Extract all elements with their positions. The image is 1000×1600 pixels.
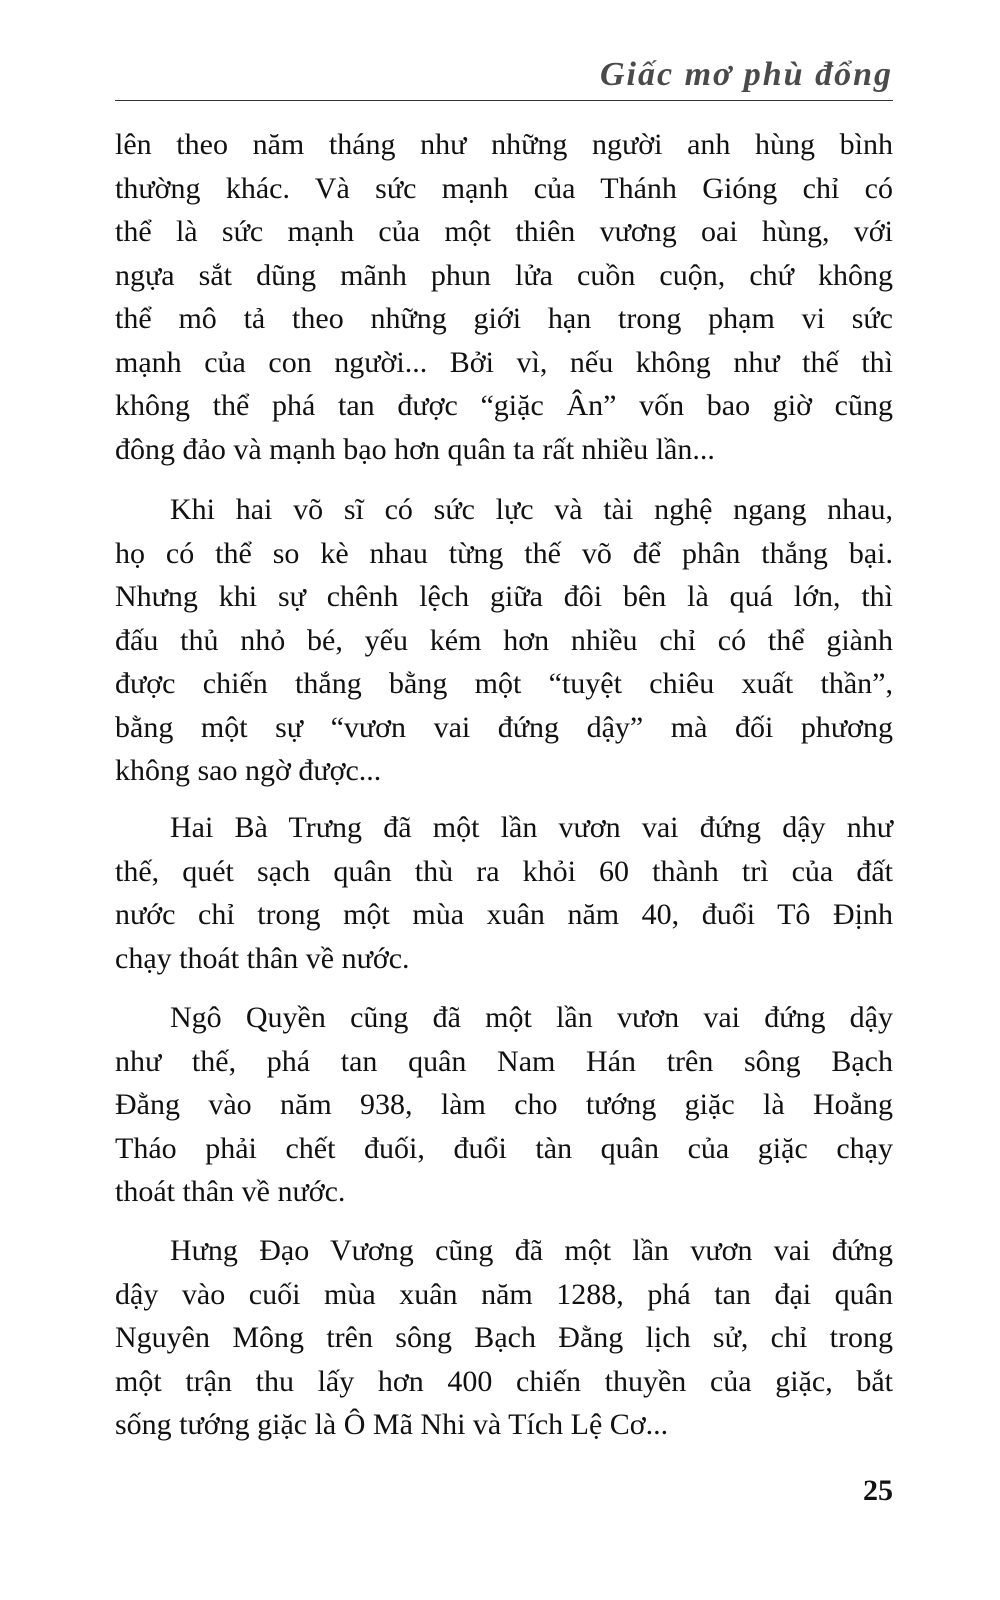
text-line: mạnh của con người... Bởi vì, nếu không như thế thì [115,345,893,379]
text-line: Ngô Quyền cũng đã một lần vươn vai đứng dậy [170,1001,893,1034]
text-line: Đằng vào năm 938, làm cho tướng giặc là Hoằng [115,1088,893,1121]
text-line: Nhưng khi sự chênh lệch giữa đôi bên là quá lớn, thì [115,580,893,613]
paragraph [115,123,893,471]
text-line: Hai Bà Trưng đã một lần vươn vai đứng dậy như [170,811,893,844]
text-line: Nguyên Mông trên sông Bạch Đằng lịch sử, chỉ trong [115,1321,893,1354]
text-line: thoát thân về nước. [115,1175,346,1208]
text-line: được chiến thắng bằng một “tuyệt chiêu xuất thần”, [115,667,893,700]
text-line: nước chỉ trong một mùa xuân năm 40, đuổi Tô Định [115,898,893,931]
text-line: Hưng Đạo Vương cũng đã một lần vươn vai đứng [170,1234,893,1267]
paragraph [115,1229,893,1447]
text-line: thể là sức mạnh của một thiên vương oai hùng, với [115,215,893,248]
paragraph [115,996,893,1214]
text-line: Tháo phải chết đuối, đuổi tàn quân của giặc chạy [115,1131,893,1165]
text-line: ngựa sắt dũng mãnh phun lửa cuồn cuộn, chứ không [115,258,893,292]
text-line: sống tướng giặc là Ô Mã Nhi và Tích Lệ Cơ... [115,1408,669,1441]
text-line: không sao ngờ được... [115,754,382,787]
text-line: bằng một sự “vươn vai đứng dậy” mà đối phương [115,710,893,744]
text-line: không thể phá tan được “giặc Ân” vốn bao giờ cũng [115,389,893,422]
paragraph [115,488,893,793]
page-number: 25 [863,1474,893,1507]
text-line: đông đảo và mạnh bạo hơn quân ta rất nhiều lần... [115,432,715,466]
text-line: thế, quét sạch quân thù ra khỏi 60 thành trì của đất [115,854,893,888]
text-line: dậy vào cuối mùa xuân năm 1288, phá tan đại quân [115,1277,893,1311]
text-line: họ có thể so kè nhau từng thế võ để phân thắng bại. [115,536,893,570]
header-title: Giấc mơ phù đổng [599,56,893,93]
text-line: Khi hai võ sĩ có sức lực và tài nghệ ngang nhau, [170,493,893,526]
text-line: một trận thu lấy hơn 400 chiến thuyền của giặc, bắt [115,1364,893,1398]
paragraph [115,806,893,980]
text-line: lên theo năm tháng như những người anh hùng bình [115,128,893,161]
text-line: thể mô tả theo những giới hạn trong phạm vi sức [115,302,893,335]
text-line: chạy thoát thân về nước. [115,941,410,975]
text-line: như thế, phá tan quân Nam Hán trên sông Bạch [115,1044,893,1078]
running-header [115,50,893,101]
text-line: thường khác. Và sức mạnh của Thánh Gióng chỉ có [115,171,893,205]
text-line: đấu thủ nhỏ bé, yếu kém hơn nhiều chỉ có thể giành [115,623,893,657]
